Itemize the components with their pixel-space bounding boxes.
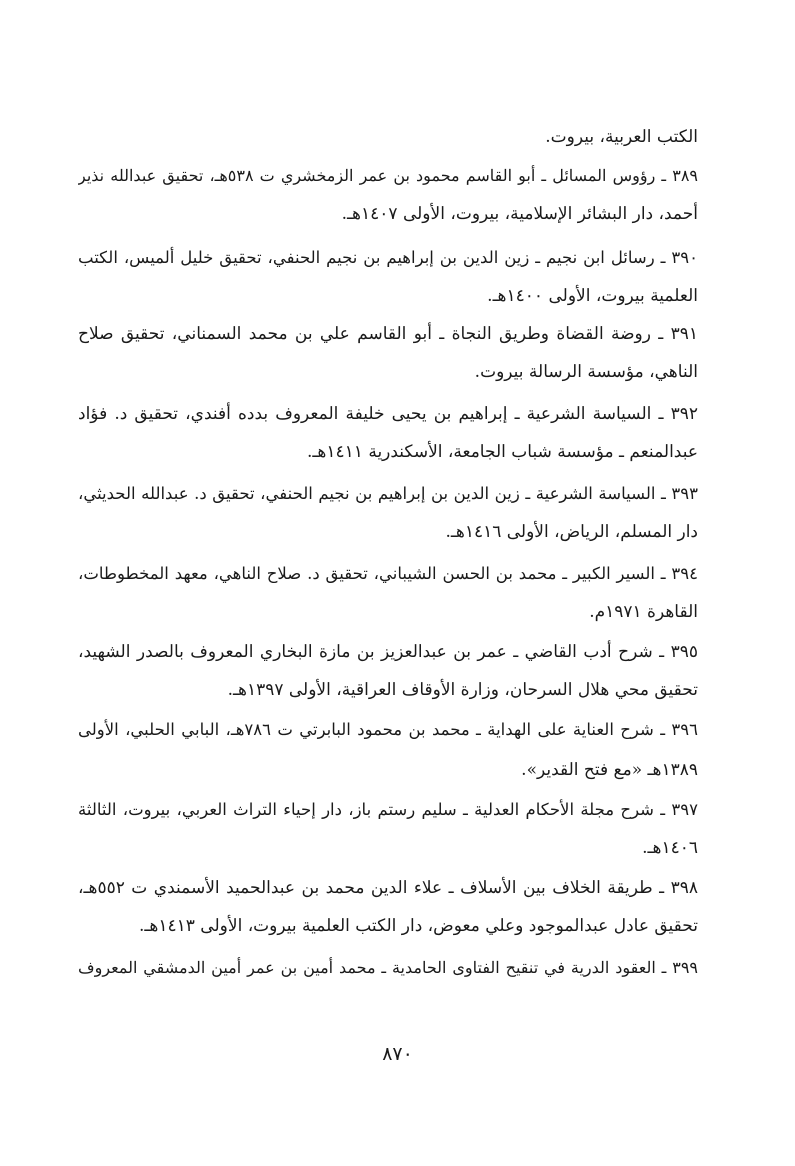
entry-394-line-1: ٣٩٤ ـ السير الكبير ـ محمد بن الحسن الشيباني، تحقيق د. صلاح الناهي، معهد المخطوطات، xyxy=(78,564,698,583)
entry-393-line-1: ٣٩٣ ـ السياسة الشرعية ـ زين الدين بن إبراهيم بن نجيم الحنفي، تحقيق د. عبدالله الحديثي، xyxy=(78,484,698,503)
entry-399-line-1: ٣٩٩ ـ العقود الدرية في تنقيح الفتاوى الحامدية ـ محمد أمين بن عمر أمين الدمشقي المعروف xyxy=(78,958,698,977)
entry-389-line-1: ٣٨٩ ـ رؤوس المسائل ـ أبو القاسم محمود بن عمر الزمخشري ت ٥٣٨هـ، تحقيق عبدالله نذير xyxy=(78,166,698,185)
entry-392-line-1: ٣٩٢ ـ السياسة الشرعية ـ إبراهيم بن يحيى خليفة المعروف بدده أفندي، تحقيق د. فؤاد xyxy=(78,404,698,424)
entry-398-line-2: تحقيق عادل عبدالموجود وعلي معوض، دار الكتب العلمية بيروت، الأولى ١٤١٣هـ. xyxy=(139,916,698,936)
entry-392-line-2: عبدالمنعم ـ مؤسسة شباب الجامعة، الأسكندرية ١٤١١هـ. xyxy=(307,442,698,462)
entry-393-line-2: دار المسلم، الرياض، الأولى ١٤١٦هـ. xyxy=(445,522,698,542)
entry-391-line-2: الناهي، مؤسسة الرسالة بيروت. xyxy=(474,362,698,382)
entry-395-line-2: تحقيق محي هلال السرحان، وزارة الأوقاف العراقية، الأولى ١٣٩٧هـ. xyxy=(227,680,698,700)
entry-391-line-1: ٣٩١ ـ روضة القضاة وطريق النجاة ـ أبو القاسم علي بن محمد السمناني، تحقيق صلاح xyxy=(78,324,698,344)
page-number: ٨٧٠ xyxy=(382,1043,413,1065)
entry-390-line-2: العلمية بيروت، الأولى ١٤٠٠هـ. xyxy=(487,286,698,306)
entry-389-line-2: أحمد، دار البشائر الإسلامية، بيروت، الأولى ١٤٠٧هـ. xyxy=(341,204,698,224)
entry-398-line-1: ٣٩٨ ـ طريقة الخلاف بين الأسلاف ـ علاء الدين محمد بن عبدالحميد الأسمندي ت ٥٥٢هـ، xyxy=(78,878,698,898)
entry-397-line-2: ١٤٠٦هـ. xyxy=(642,838,698,858)
entry-395-line-1: ٣٩٥ ـ شرح أدب القاضي ـ عمر بن عبدالعزيز بن مازة البخاري المعروف بالصدر الشهيد، xyxy=(78,642,698,662)
entry-396-line-2: ١٣٨٩هـ «مع فتح القدير». xyxy=(521,760,698,780)
entry-397-line-1: ٣٩٧ ـ شرح مجلة الأحكام العدلية ـ سليم رستم باز، دار إحياء التراث العربي، بيروت، الثالثة xyxy=(78,800,698,819)
entry-394-line-2: القاهرة ١٩٧١م. xyxy=(589,602,698,622)
text-line: الكتب العربية، بيروت. xyxy=(545,127,698,147)
entry-396-line-1: ٣٩٦ ـ شرح العناية على الهداية ـ محمد بن محمود البابرتي ت ٧٨٦هـ، البابي الحلبي، الأولى xyxy=(78,720,698,739)
entry-390-line-1: ٣٩٠ ـ رسائل ابن نجيم ـ زين الدين بن إبراهيم بن نجيم الحنفي، تحقيق خليل ألميس، الكتب xyxy=(78,248,698,267)
